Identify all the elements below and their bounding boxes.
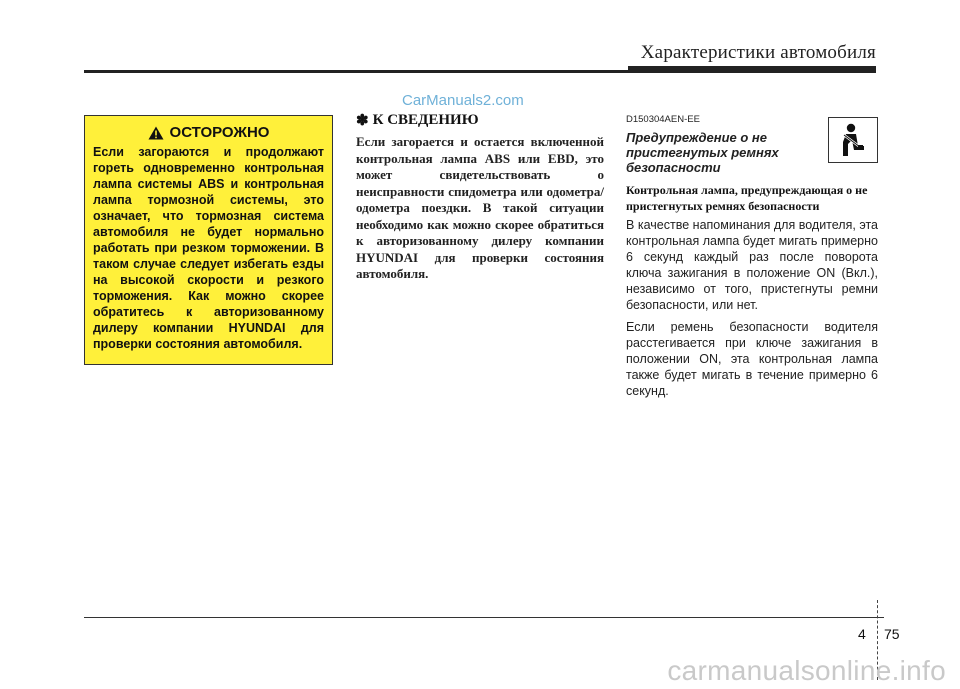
asterisk-icon: ✽ [356, 113, 369, 129]
caution-box [84, 115, 333, 365]
info-heading [356, 111, 604, 130]
seatbelt-paragraph-1: В качестве напоминания для водителя, эта контрольная лампа будет мигать примерно 6 секунд каждый раз после поворота ключа зажигания в положение ON (Вкл.), независимо от того, пристегнуты ремни безопасности, или нет. [626, 218, 878, 312]
seatbelt-warning-icon [828, 117, 878, 163]
footer-rule [84, 617, 884, 618]
caution-text: Если загораются и продолжают гореть одновременно контрольная лампа системы ABS и контрольная лампа тормозной системы, это означает, что тормозная система автомобиля не будет нормально работать при резком торможении. В таком случае следует избегать езды на высокой скорости и резкого торможения. Как можно скорее обратитесь к авторизованному дилеру компании HYUNDAI для проверки состояния автомобиля. [93, 145, 324, 351]
header-rule-accent [628, 66, 876, 73]
seatbelt-paragraph-2: Если ремень безопасности водителя расстегивается при ключе зажигания в положении ON, эта контрольная лампа также будет мигать в течение примерно 6 секунд. [626, 320, 878, 398]
section-title: Характеристики автомобиля [640, 42, 876, 63]
chapter-number: 4 [858, 626, 866, 642]
watermark-bottom: carmanualsonline.info [667, 655, 946, 686]
seatbelt-subheading: Предупреждение о не пристегнутых ремнях безопасности [626, 130, 779, 175]
info-heading-text: К СВЕДЕНИЮ [372, 112, 479, 128]
info-section [356, 111, 604, 283]
caution-title-text: ОСТОРОЖНО [169, 124, 270, 141]
warning-triangle-icon [148, 126, 164, 140]
seatbelt-figure-icon [834, 122, 872, 158]
page-number: 75 [884, 626, 900, 642]
caution-title [93, 124, 324, 141]
lamp-name: Контрольная лампа, предупреждающая о не пристегнутых ремнях безопасности [626, 183, 868, 213]
info-text: Если загорается и остается включенной контрольная лампа ABS или EBD, это может свидетельствовать о неисправности спидометра или одометра/одометра поездки. В такой ситуации необходимо как можно скорее обратиться к авторизованному дилеру компании HYUNDAI для проверки состояния автомобиля. [356, 134, 604, 281]
watermark-top: CarManuals2.com [402, 92, 524, 109]
seatbelt-section [626, 114, 878, 399]
section-code: D150304AEN-EE [626, 114, 700, 125]
